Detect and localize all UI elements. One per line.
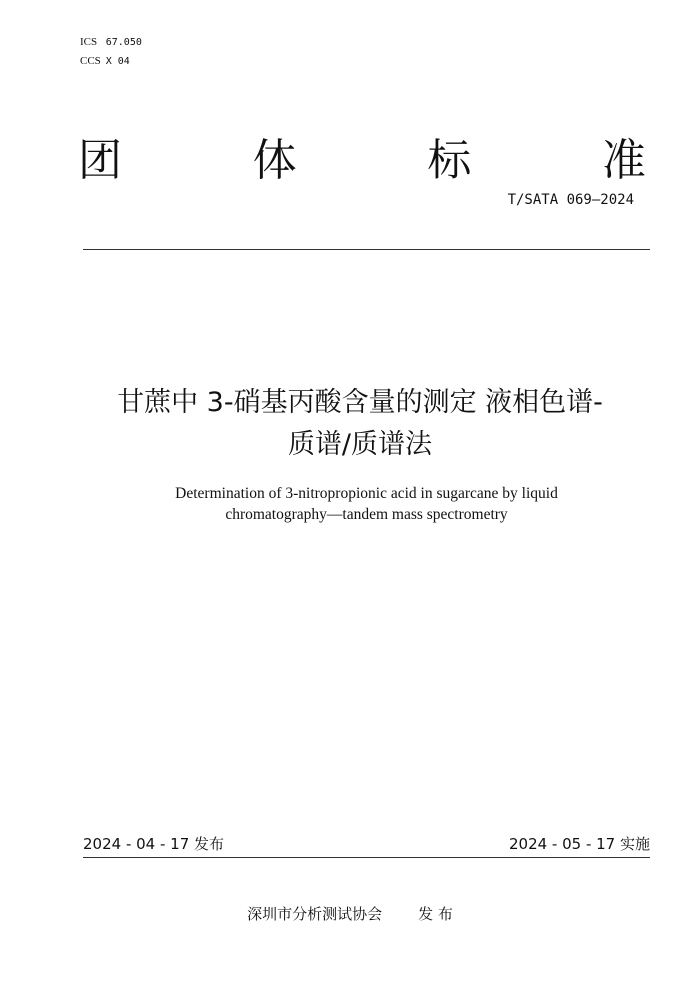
standard-type-char: 准 xyxy=(601,135,646,186)
classification-codes xyxy=(80,33,142,71)
publisher-action: 发 布 xyxy=(418,905,453,923)
standard-type-heading xyxy=(78,130,646,192)
standard-number: T/SATA 069—2024 xyxy=(507,192,634,208)
ccs-value: X 04 xyxy=(105,56,130,67)
issue-date: 2024 - 04 - 17 发布 xyxy=(83,835,225,853)
footer-divider xyxy=(83,857,650,858)
ics-code xyxy=(80,33,142,52)
header-divider xyxy=(83,249,650,250)
standard-type-char: 标 xyxy=(427,135,472,186)
english-title xyxy=(60,483,673,525)
standard-type-char: 体 xyxy=(252,135,297,186)
implementation-date: 2024 - 05 - 17 实施 xyxy=(508,835,650,853)
chinese-title-line-1: 甘蔗中 3-硝基丙酸含量的测定 液相色谱- xyxy=(117,387,603,418)
chinese-title-line-2: 质谱/质谱法 xyxy=(287,429,433,460)
chinese-title xyxy=(60,382,660,466)
ccs-label: CCS xyxy=(80,55,101,67)
english-title-line-2: chromatography—tandem mass spectrometry xyxy=(225,506,508,523)
publisher-name: 深圳市分析测试协会 xyxy=(247,905,383,923)
ccs-code xyxy=(80,52,142,71)
ics-value: 67.050 xyxy=(105,37,142,48)
publisher-line xyxy=(0,903,700,925)
standard-type-char: 团 xyxy=(78,135,122,186)
english-title-line-1: Determination of 3-nitropropionic acid in sugarcane by liquid xyxy=(175,485,558,502)
ics-label: ICS xyxy=(80,36,98,48)
